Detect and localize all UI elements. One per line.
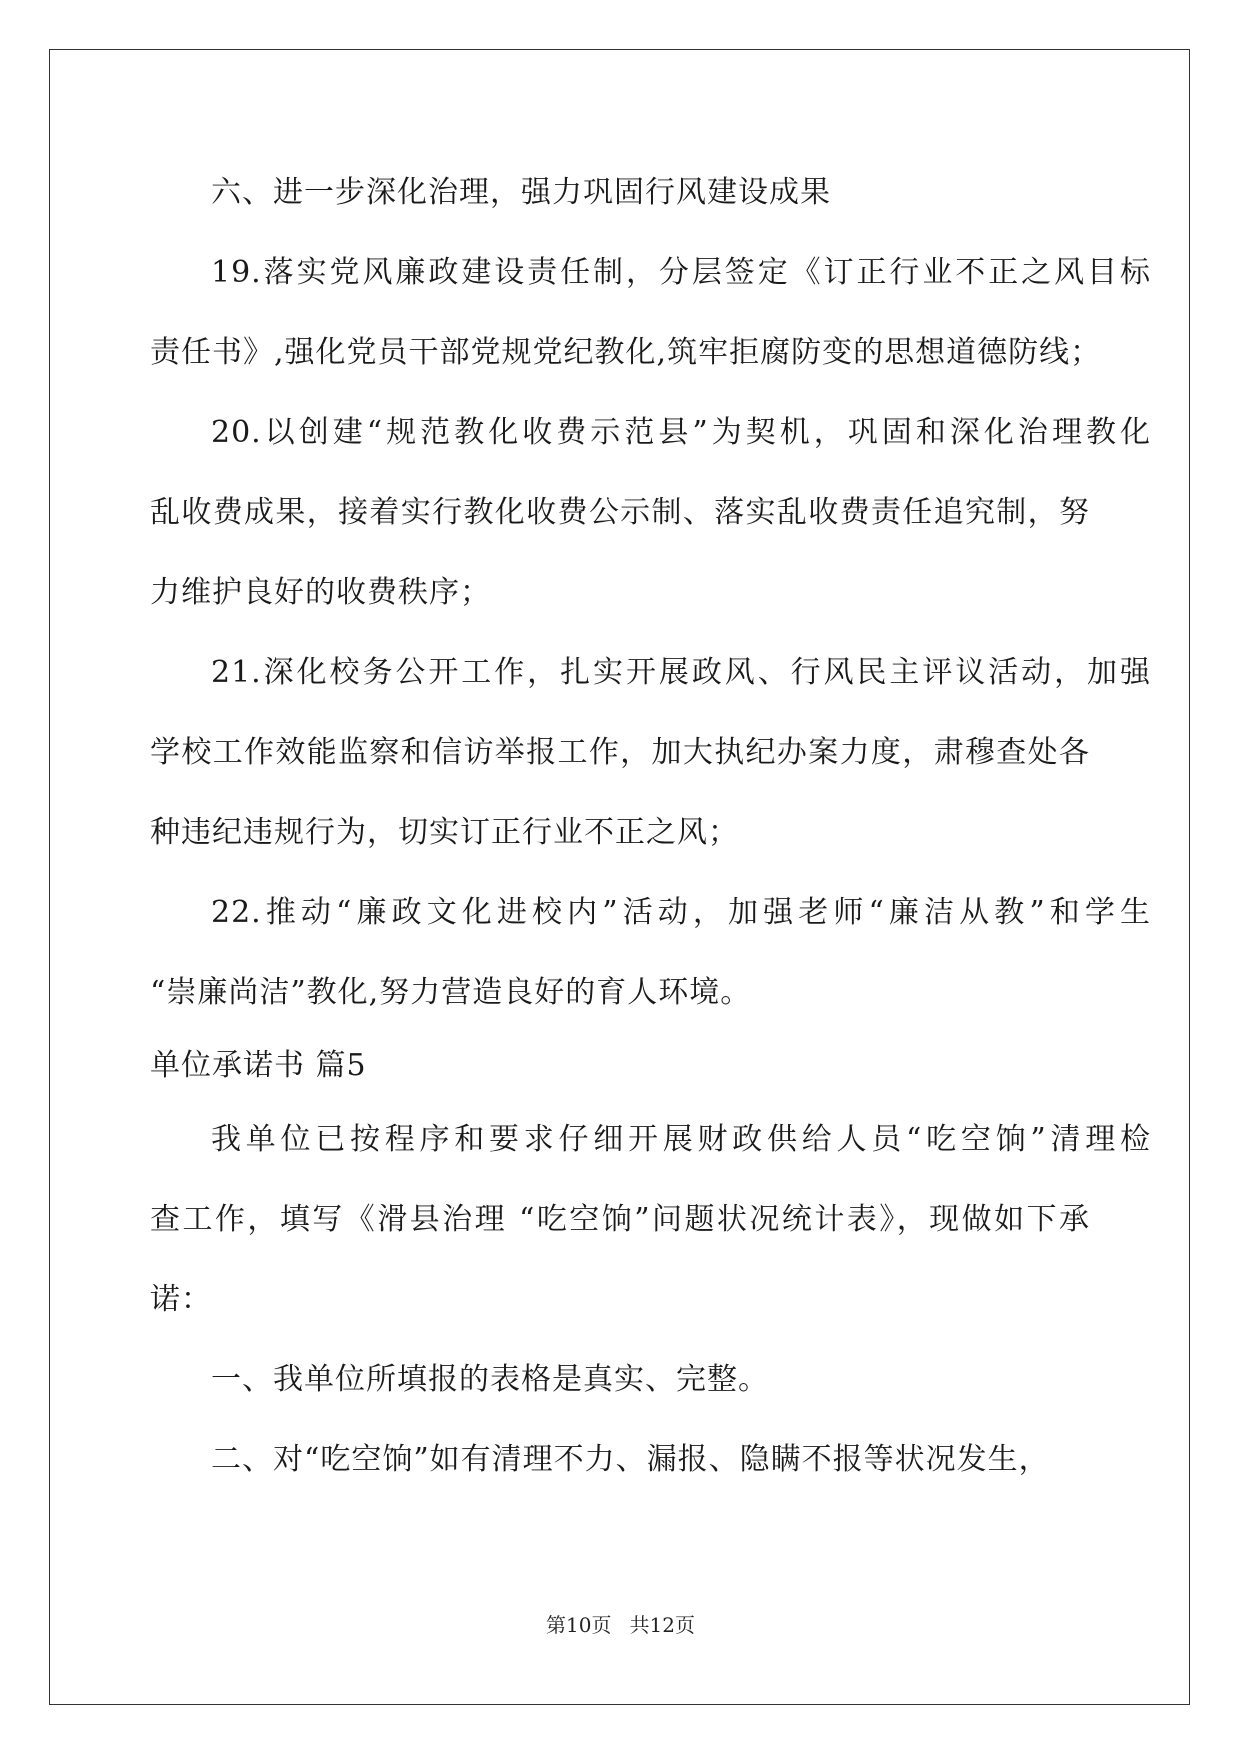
page-total: 共12页 <box>629 1613 695 1637</box>
commitment-paragraph-line-2: 查工作，填写《滑县治理 “吃空饷”问题状况统计表》，现做如下承 <box>150 1202 1090 1237</box>
commitment-paragraph-line-1: 我单位已按程序和要求仔细开展财政供给人员“吃空饷”清理检 <box>211 1122 1151 1157</box>
commitment-paragraph-line-3: 诺： <box>150 1282 212 1317</box>
section-heading-6: 六、进一步深化治理，强力巩固行风建设成果 <box>211 175 831 210</box>
paragraph-19-line-1: 19.落实党风廉政建设责任制，分层签定《订正行业不正之风目标 <box>211 255 1151 290</box>
paragraph-21-line-3: 种违纪违规行为，切实订正行业不正之风； <box>150 815 739 850</box>
paragraph-20-line-3: 力维护良好的收费秩序； <box>150 575 491 610</box>
paragraph-22-line-2: “崇廉尚洁”教化,努力营造良好的育人环境。 <box>150 975 752 1010</box>
commitment-item-1: 一、我单位所填报的表格是真实、完整。 <box>211 1362 769 1397</box>
section-title-5: 单位承诺书 篇5 <box>150 1048 367 1083</box>
paragraph-22-line-1: 22.推动“廉政文化进校内”活动，加强老师“廉洁从教”和学生 <box>211 895 1151 930</box>
paragraph-20-line-1: 20.以创建“规范教化收费示范县”为契机，巩固和深化治理教化 <box>211 415 1151 450</box>
paragraph-21-line-1: 21.深化校务公开工作，扎实开展政风、行风民主评议活动，加强 <box>211 655 1151 690</box>
paragraph-19-line-2: 责任书》,强化党员干部党规党纪教化,筑牢拒腐防变的思想道德防线； <box>150 335 1102 370</box>
page-footer <box>0 1612 1241 1638</box>
paragraph-20-line-2: 乱收费成果，接着实行教化收费公示制、落实乱收费责任追究制，努 <box>150 495 1090 530</box>
commitment-item-2: 二、对“吃空饷”如有清理不力、漏报、隐瞒不报等状况发生， <box>211 1442 1050 1477</box>
page-number: 第10页 <box>546 1613 612 1637</box>
paragraph-21-line-2: 学校工作效能监察和信访举报工作，加大执纪办案力度，肃穆查处各 <box>150 735 1090 770</box>
